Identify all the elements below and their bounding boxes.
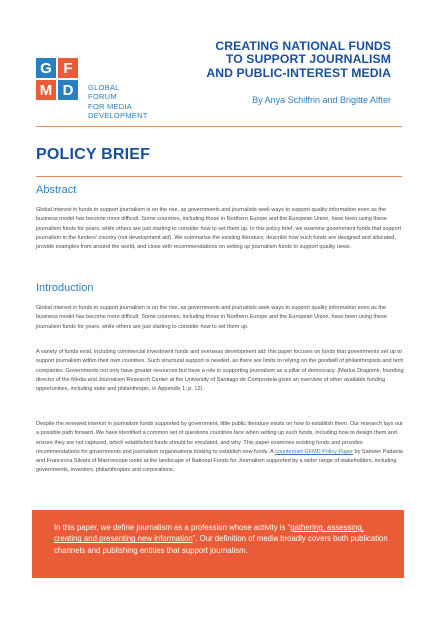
org-name (88, 83, 148, 121)
logo-letter-d: D (58, 80, 78, 100)
intro-paragraph-1: Global interest in funds to support journalism is on the rise, as governments and journalists seek ways to support quality information even as the business model has become more difficult. Some countries, including those in Northern Europe and the European Union, have been using these journalism funds for years, while others are just starting to consider how to set them up. (36, 305, 387, 330)
callout-text-start: In this paper, we define journalism as a profession whose activity is “ (54, 523, 291, 532)
divider (36, 126, 402, 127)
definition-callout (32, 510, 404, 578)
callout-text (54, 522, 388, 556)
intro-p3-text: Despite the renewed interest in journalism funds supported by government, little public literature exists on how to establish them. Our research lays out a possible path forward. We have identified a common set of questions countries face when setting up such funds, including how to design them and ensure they are not captured, which established funds should be emulated, and why. This paper examines existing funds and provides recommendations for governments and journalism organisations looking to establish new funds. A (36, 421, 403, 455)
org-line: DEVELOPMENT (88, 111, 148, 121)
intro-paragraph-3 (36, 420, 406, 476)
abstract-text: Global interest in funds to support journalism is on the rise, as governments and journalists seek ways to support quality information even as the business model has become more difficult. Some countries, including those in Northern Europe and the European Union, have been using these journalism funds for years, while others are just starting to consider how to set them up. In this policy brief, we examine government funds that support journalism in the funders' country (not development aid). We summarise the existing literature, describe how such funds are designed and allocated, provide examples from around the world, and close with recommendations on setting up journalism funds to support quality news. (36, 207, 402, 251)
abstract-heading: Abstract (36, 184, 77, 196)
definition-link[interactable]: gathering, assessing, creating and presenting new information (54, 523, 364, 544)
title-line: TO SUPPORT JOURNALISM (225, 52, 391, 67)
intro-paragraph-2: A variety of funds exist, including commercial investment funds and overseas development aid; this paper focuses on funds that governments set up to support journalism within their own countries. Such structural support is needed, as there are limits to relying on the goodwill of philanthropists and tech companies. Governments not only have greater resources but have a role in supporting journalism as a pillar of democracy. (Marius Dragomir, founding director of the Media and Journalism Research Center at the University of Santiago de Compostela gives an overview of other available funding opportunities, including state and philanthropic, in Appendix 1, p. 12). (36, 349, 404, 393)
logo-letter-m: M (36, 80, 56, 100)
divider (36, 176, 402, 177)
authors: By Anya Schiffrin and Brigitte Alfter (252, 95, 391, 105)
gfmd-logo (36, 58, 80, 102)
org-line: GLOBAL (88, 83, 120, 92)
org-line: FOR MEDIA (88, 101, 132, 111)
document-title (131, 40, 391, 80)
logo-letter-g: G (36, 58, 56, 78)
logo-letter-f: F (58, 58, 78, 78)
introduction-heading: Introduction (36, 282, 94, 294)
org-line: FORUM (88, 92, 117, 102)
counterpart-policy-paper-link[interactable]: counterpart GFMD Policy Paper (275, 448, 354, 455)
policy-brief-label: POLICY BRIEF (36, 146, 151, 163)
title-line: AND PUBLIC-INTEREST MEDIA (206, 65, 391, 80)
title-line: CREATING NATIONAL FUNDS (215, 39, 391, 53)
intro-p3-text: by Sameer Padania and Francesca Silvani of Macroscope looks at the landscape of National Funds for Journalism supported by a wider range of stakeholders, including governments, investors, philanthropies and corporations. (36, 448, 403, 474)
callout-text-end: ”. Our definition of media broadly covers both publication channels and publishing entities that support journalism. (54, 534, 388, 555)
